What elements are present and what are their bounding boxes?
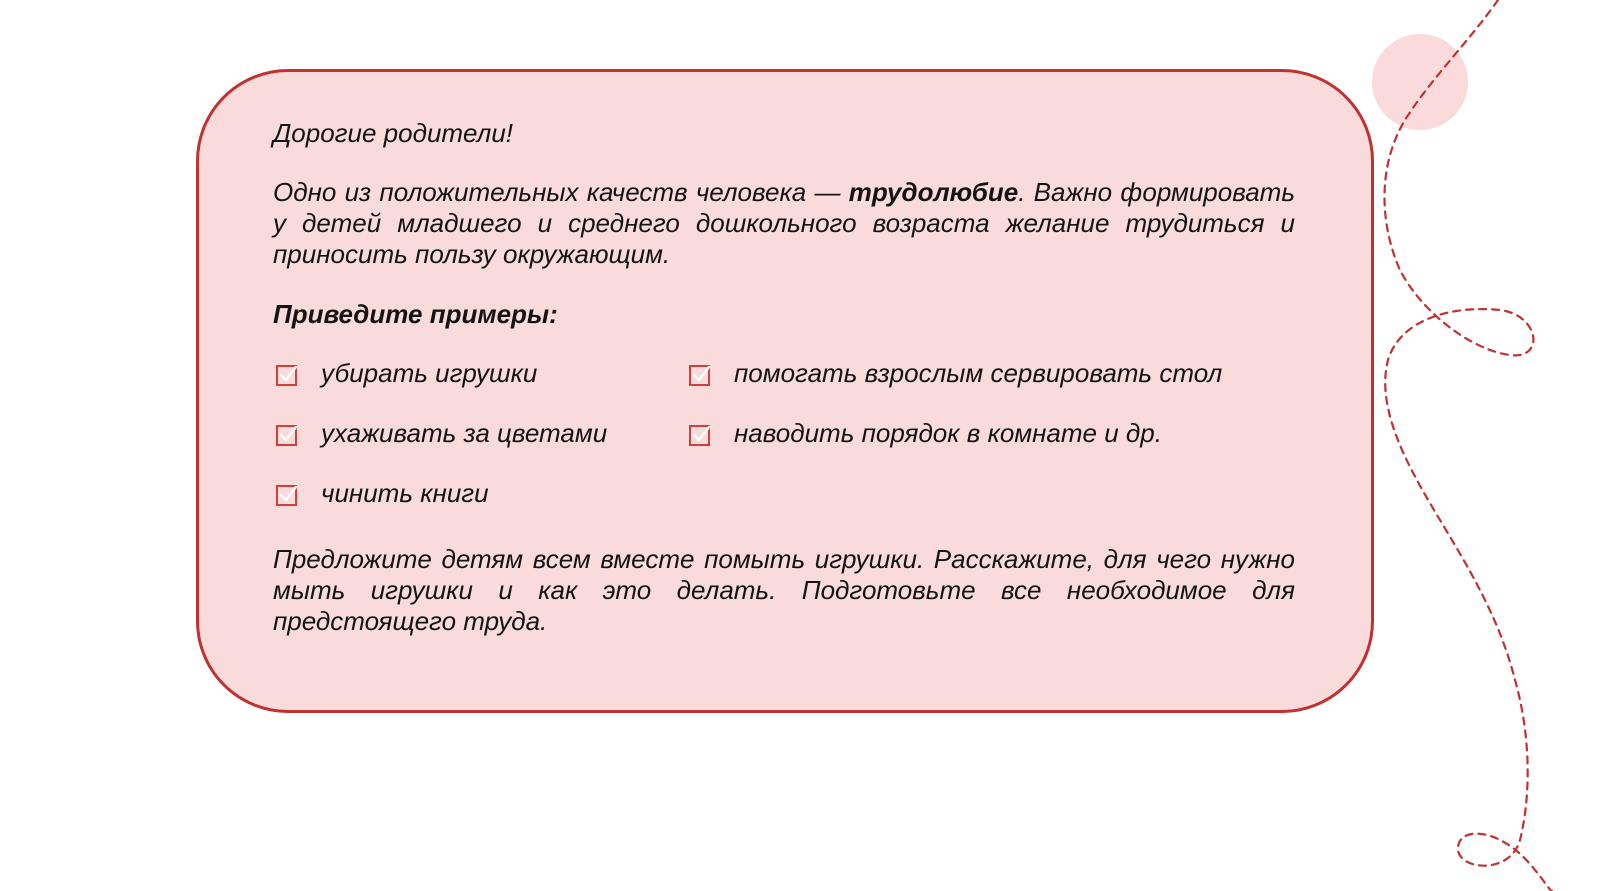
intro-text-before: Одно из положительных качеств человека — <box>273 177 849 207</box>
example-item <box>686 418 1162 449</box>
examples-heading: Приведите примеры: <box>273 299 558 329</box>
checkbox-check-icon <box>275 421 301 447</box>
greeting: Дорогие родители! <box>273 118 514 148</box>
intro-keyword: трудолюбие <box>848 177 1019 207</box>
checkbox-check-icon <box>688 361 714 387</box>
examples-list <box>273 358 1295 538</box>
example-item <box>273 478 489 509</box>
letter-content <box>273 118 1295 637</box>
example-text: помогать взрослым сервировать стол <box>734 358 1223 388</box>
checkbox-check-icon <box>275 481 301 507</box>
closing-paragraph: Предложите детям всем вместе помыть игрушки. Расскажите, для чего нужно мыть игрушки и как это делать. Подготовьте все необходимое для предстоящего труда. <box>273 544 1295 636</box>
checkbox-check-icon <box>688 421 714 447</box>
decorative-circle <box>1372 34 1468 130</box>
intro-paragraph <box>273 177 1295 270</box>
checkbox-check-icon <box>275 361 301 387</box>
example-text: чинить книги <box>321 478 489 508</box>
intro-text-after: . Важно формировать у детей младшего и среднего дошкольного возраста желание трудиться и приносить пользу окружающим. <box>273 177 1295 269</box>
example-item <box>273 418 607 449</box>
example-text: убирать игрушки <box>321 358 538 388</box>
example-text: наводить порядок в комнате и др. <box>734 418 1162 448</box>
example-text: ухаживать за цветами <box>321 418 608 448</box>
example-item <box>686 358 1222 389</box>
decorative-dashed-thread <box>1384 0 1552 891</box>
example-item <box>273 358 537 389</box>
